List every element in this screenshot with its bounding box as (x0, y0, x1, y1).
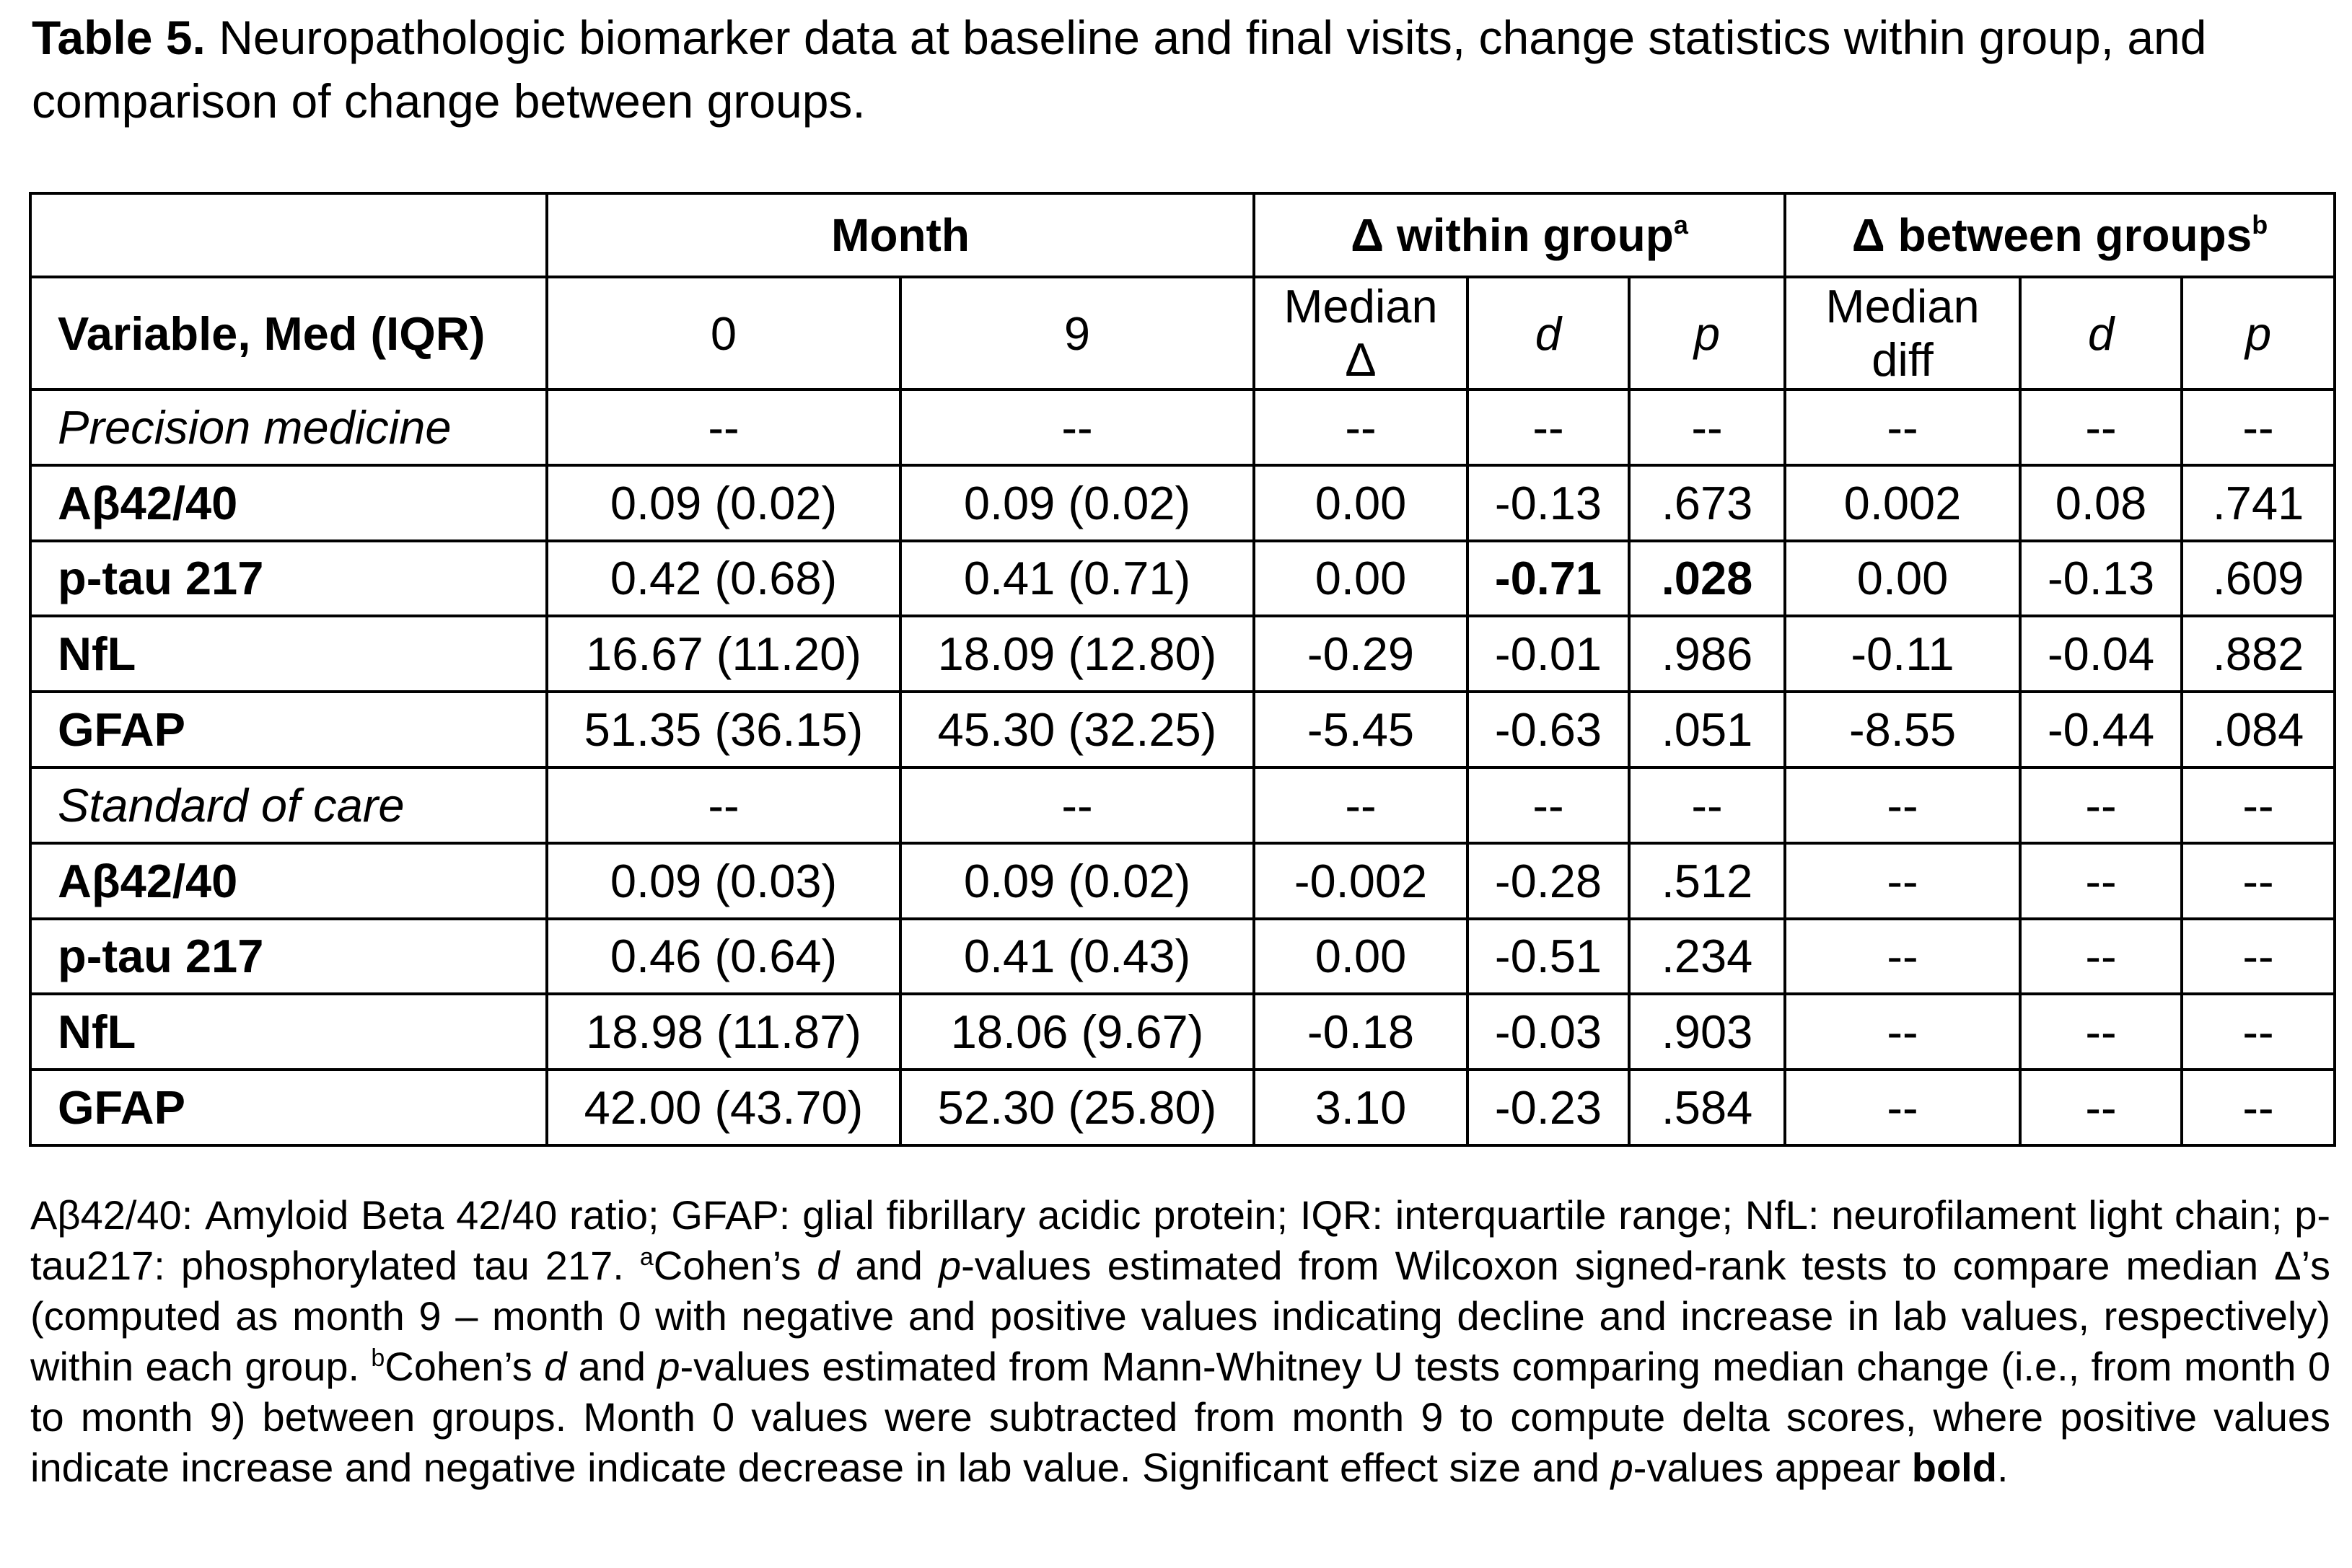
cell-p-within: .234 (1629, 919, 1785, 995)
biomarker-table (29, 192, 2336, 1147)
table-row (30, 389, 2335, 465)
cell-d-within: -0.23 (1467, 1070, 1629, 1145)
row-variable: GFAP (30, 692, 547, 767)
cell-d-between: -- (2020, 919, 2182, 995)
cell-median-diff: -- (1785, 919, 2020, 995)
cell-month-9: 18.09 (12.80) (900, 616, 1254, 692)
cell-month-0: 0.09 (0.03) (547, 843, 900, 919)
header-within-group: Δ within group$^a$ (1254, 193, 1785, 277)
cell-month-0: 0.42 (0.68) (547, 541, 900, 617)
header-p-between: p (2182, 277, 2335, 389)
cell-d-between: -- (2020, 994, 2182, 1070)
table-caption (32, 6, 2326, 133)
cell-median-delta: 3.10 (1254, 1070, 1467, 1145)
cell-d-between: -- (2020, 767, 2182, 843)
table-row (30, 692, 2335, 767)
cell-median-diff: -- (1785, 389, 2020, 465)
cell-p-between: .084 (2182, 692, 2335, 767)
cell-month-0: 16.67 (11.20) (547, 616, 900, 692)
cell-d-within-significant: -0.71 (1467, 541, 1629, 617)
cell-median-diff: -- (1785, 994, 2020, 1070)
cell-median-diff: 0.00 (1785, 541, 2020, 617)
cell-d-within: -0.51 (1467, 919, 1629, 995)
table-row (30, 843, 2335, 919)
table-footnote: Aβ42/40: Amyloid Beta 42/40 ratio; GFAP: glial fibrillary acidic protein; IQR: interquartile range; NfL: neurofilament light chain; p-tau217: phosphorylated tau 217. $^a$Cohen’s d and p-values estimated from Wilcoxon signed-rank tests to compare median Δ’s (computed as month 9 – month 0 with negative and positive values indicating decline and increase in lab values, respectively) within each group. $^b$Cohen’s d and p-values estimated from Mann-Whitney U tests comparing median change (i.e., from month 0 to month 9) between groups. Month 0 values were subtracted from month 9 to compute delta scores, where positive values indicate increase and negative indicate decrease in lab value. Significant effect size and p-values appear bold. (30, 1192, 2331, 1490)
header-p-within: p (1629, 277, 1785, 389)
cell-median-delta: -5.45 (1254, 692, 1467, 767)
cell-p-between: .609 (2182, 541, 2335, 617)
cell-median-delta: -0.29 (1254, 616, 1467, 692)
cell-month-9: -- (900, 389, 1254, 465)
cell-p-between: -- (2182, 389, 2335, 465)
table-row (30, 919, 2335, 995)
row-variable: Standard of care (30, 767, 547, 843)
cell-median-delta: 0.00 (1254, 919, 1467, 995)
header-month-0: 0 (547, 277, 900, 389)
cell-month-0: -- (547, 767, 900, 843)
cell-p-within: .673 (1629, 465, 1785, 541)
cell-p-within: .903 (1629, 994, 1785, 1070)
cell-p-within: .512 (1629, 843, 1785, 919)
cell-month-9: 45.30 (32.25) (900, 692, 1254, 767)
cell-p-between: .741 (2182, 465, 2335, 541)
cell-month-9: 52.30 (25.80) (900, 1070, 1254, 1145)
header-median-diff: Median diff (1785, 277, 2020, 389)
row-variable: Precision medicine (30, 389, 547, 465)
cell-p-within: -- (1629, 389, 1785, 465)
header-variable: Variable, Med (IQR) (30, 277, 547, 389)
cell-p-between: -- (2182, 994, 2335, 1070)
cell-month-0: -- (547, 389, 900, 465)
cell-month-0: 51.35 (36.15) (547, 692, 900, 767)
cell-median-delta: 0.00 (1254, 465, 1467, 541)
cell-month-0: 0.09 (0.02) (547, 465, 900, 541)
row-variable: GFAP (30, 1070, 547, 1145)
cell-p-between: -- (2182, 919, 2335, 995)
header-row-groups (30, 193, 2335, 277)
cell-p-within-significant: .028 (1629, 541, 1785, 617)
row-variable: NfL (30, 616, 547, 692)
cell-month-9: 18.06 (9.67) (900, 994, 1254, 1070)
cell-median-delta: -0.18 (1254, 994, 1467, 1070)
cell-d-within: -0.03 (1467, 994, 1629, 1070)
cell-p-within: -- (1629, 767, 1785, 843)
cell-d-between: -- (2020, 843, 2182, 919)
footnote-b-marker: b (371, 1344, 385, 1372)
cell-d-within: -0.13 (1467, 465, 1629, 541)
table-row (30, 767, 2335, 843)
cell-month-9: 0.41 (0.43) (900, 919, 1254, 995)
cell-p-between: .882 (2182, 616, 2335, 692)
cell-p-within: .051 (1629, 692, 1785, 767)
cell-month-9: 0.09 (0.02) (900, 465, 1254, 541)
cell-d-within: -0.28 (1467, 843, 1629, 919)
row-variable: p-tau 217 (30, 541, 547, 617)
header-month: Month (547, 193, 1254, 277)
table-label: Table 5. (32, 11, 206, 64)
cell-median-diff: -- (1785, 1070, 2020, 1145)
header-median-delta: Median Δ (1254, 277, 1467, 389)
cell-d-within: -- (1467, 389, 1629, 465)
cell-month-0: 0.46 (0.64) (547, 919, 900, 995)
footnote-a-text: -values estimated from Wilcoxon signed-rank tests to compare median Δ’s (computed as month 9 – month 0 with negative and positive values indicating decline and increase in lab values, respectively) within each group. (30, 1243, 2331, 1389)
header-row-columns (30, 277, 2335, 389)
row-variable: Aβ42/40 (30, 465, 547, 541)
table-title: Neuropathologic biomarker data at baseline and final visits, change statistics within group, and comparison of change between groups. (32, 11, 2207, 128)
cell-p-between: -- (2182, 843, 2335, 919)
cell-d-between: -0.04 (2020, 616, 2182, 692)
cell-p-between: -- (2182, 1070, 2335, 1145)
header-empty-cell (30, 193, 547, 277)
cell-d-within: -- (1467, 767, 1629, 843)
footnote-bold-word: bold (1911, 1445, 1997, 1490)
cell-month-0: 42.00 (43.70) (547, 1070, 900, 1145)
row-variable: NfL (30, 994, 547, 1070)
cell-median-diff: -0.11 (1785, 616, 2020, 692)
row-variable: Aβ42/40 (30, 843, 547, 919)
cell-d-between: 0.08 (2020, 465, 2182, 541)
cell-month-9: 0.41 (0.71) (900, 541, 1254, 617)
cell-median-diff: -- (1785, 843, 2020, 919)
table-row (30, 541, 2335, 617)
table-row (30, 465, 2335, 541)
cell-p-within: .584 (1629, 1070, 1785, 1145)
cell-median-delta: -- (1254, 389, 1467, 465)
footnote-abbreviations: Aβ42/40: Amyloid Beta 42/40 ratio; GFAP: glial fibrillary acidic protein; IQR: interquartile range; NfL: neurofilament light chain; p-tau217: phosphorylated tau 217. (30, 1192, 2330, 1288)
header-d-between: d (2020, 277, 2182, 389)
cell-median-delta: -- (1254, 767, 1467, 843)
cell-median-diff: -8.55 (1785, 692, 2020, 767)
cell-d-between: -0.13 (2020, 541, 2182, 617)
header-between-groups: Δ between groups$^b$ (1785, 193, 2335, 277)
cell-p-between: -- (2182, 767, 2335, 843)
cell-month-0: 18.98 (11.87) (547, 994, 900, 1070)
cell-median-delta: 0.00 (1254, 541, 1467, 617)
cell-month-9: 0.09 (0.02) (900, 843, 1254, 919)
cell-d-within: -0.63 (1467, 692, 1629, 767)
cell-median-diff: -- (1785, 767, 2020, 843)
cell-d-between: -- (2020, 1070, 2182, 1145)
cell-median-delta: -0.002 (1254, 843, 1467, 919)
footnote-b-text: -values estimated from Mann-Whitney U tests comparing median change (i.e., from month 0 to month 9) between groups. Month 0 values were subtracted from month 9 to compute delta scores, where positive values indicate increase and negative indicate decrease in lab value. Significant effect size and (30, 1344, 2330, 1490)
cell-d-between: -- (2020, 389, 2182, 465)
cell-month-9: -- (900, 767, 1254, 843)
row-variable: p-tau 217 (30, 919, 547, 995)
header-d-within: d (1467, 277, 1629, 389)
header-month-9: 9 (900, 277, 1254, 389)
cell-d-within: -0.01 (1467, 616, 1629, 692)
cell-d-between: -0.44 (2020, 692, 2182, 767)
cell-median-diff: 0.002 (1785, 465, 2020, 541)
table-row (30, 994, 2335, 1070)
table-row (30, 616, 2335, 692)
footnote-a-marker: a (639, 1243, 654, 1271)
table-row (30, 1070, 2335, 1145)
cell-p-within: .986 (1629, 616, 1785, 692)
